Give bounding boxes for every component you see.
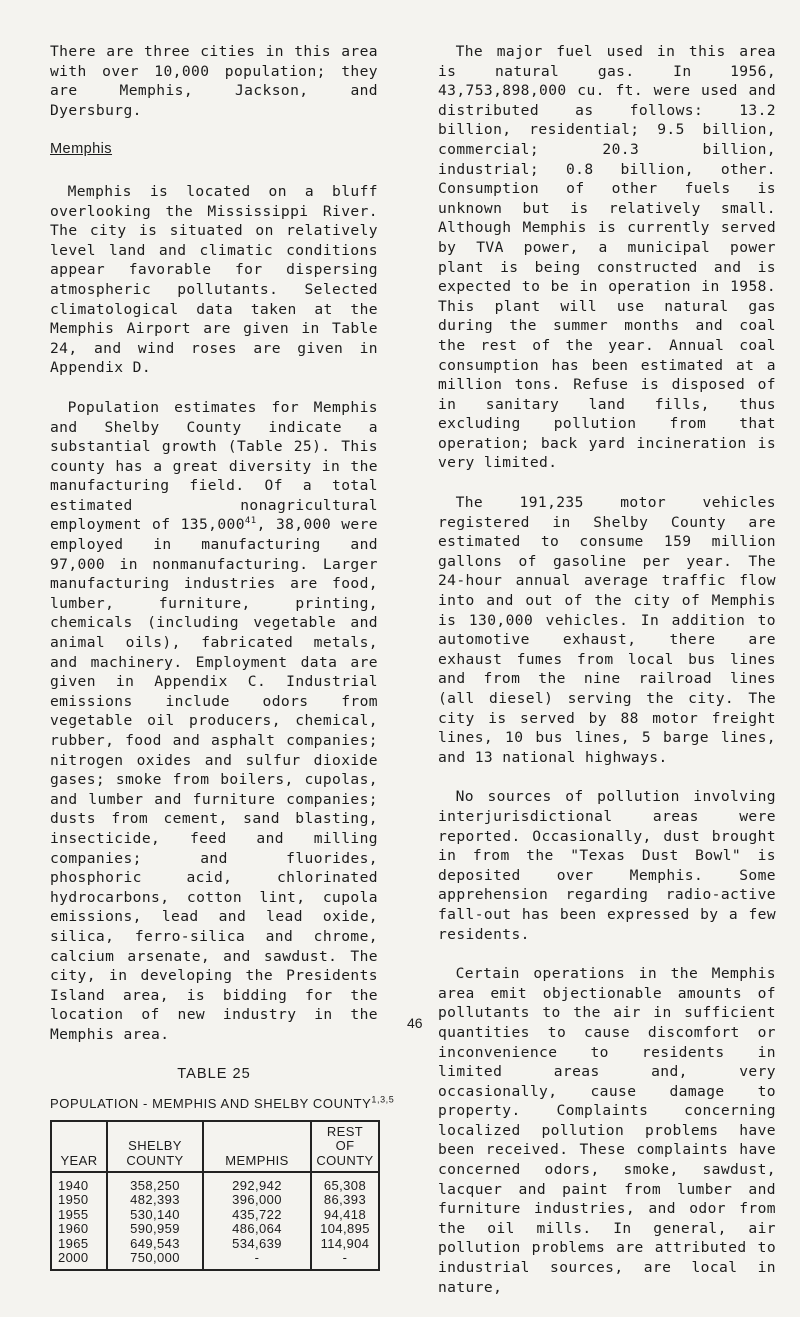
cell-year: 1950: [51, 1193, 107, 1207]
cell-memphis: 435,722: [203, 1208, 311, 1222]
cell-shelby: 590,959: [107, 1222, 203, 1236]
cell-memphis: -: [203, 1251, 311, 1270]
paragraph-population-text-a: Population estimates for Memphis and Shelby County indicate a substantial growth (Table 25). This county has a great diversity in the manufacturing field. Of a total estimated nonagricultural employment of 135,000: [50, 398, 378, 534]
intro-paragraph: There are three cities in this area with over 10,000 population; they are Memphis, Jackson, and Dyersburg.: [50, 43, 378, 119]
population-table: [50, 1120, 380, 1272]
cell-rest: 65,308: [311, 1172, 379, 1193]
paragraph-interjurisdictional: No sources of pollution involving interjurisdictional areas were reported. Occasionally, dust brought in from the "Texas Dust Bowl" is deposited over Memphis. Some apprehension regarding radio-active fall-out has been expressed by a few residents.: [438, 788, 776, 943]
cell-rest: 94,418: [311, 1208, 379, 1222]
right-column: [438, 42, 776, 1317]
cell-year: 1940: [51, 1172, 107, 1193]
header-memphis: MEMPHIS: [203, 1121, 311, 1172]
paragraph-location: Memphis is located on a bluff overlooking the Mississippi River. The city is situated on relatively level land and climatic conditions appear favorable for dispersing atmospheric pollutants. Selected climatological data taken at the Memphis Airport are given in Table 24, and wind roses are given in Appendix D.: [50, 182, 378, 377]
cell-memphis: 396,000: [203, 1193, 311, 1207]
table-row: [51, 1193, 379, 1207]
cell-year: 2000: [51, 1251, 107, 1270]
paragraph-population: [50, 398, 378, 1045]
cell-shelby: 530,140: [107, 1208, 203, 1222]
cell-memphis: 534,639: [203, 1237, 311, 1251]
cell-shelby: 649,543: [107, 1237, 203, 1251]
cell-year: 1955: [51, 1208, 107, 1222]
header-shelby-county: SHELBY COUNTY: [107, 1121, 203, 1172]
paragraph-operations: Certain operations in the Memphis area emit objectionable amounts of pollutants to the air in sufficient quantities to cause discomfort or inconvenience to residents in limited areas and, very occasionally, cause damage to property. Complaints concerning localized pollution problems have been received. These complaints have concerned odors, smoke, sawdust, lacquer and paint from lumber and furniture industries, and odor from the oil mills. In general, air pollution problems are attributed to industrial sources, are local in nature,: [438, 965, 776, 1296]
table-header-row: [51, 1121, 379, 1172]
cell-shelby: 750,000: [107, 1251, 203, 1270]
cell-shelby: 482,393: [107, 1193, 203, 1207]
paragraph-fuel: The major fuel used in this area is natural gas. In 1956, 43,753,898,000 cu. ft. were used and distributed as follows: 13.2 billion, residential; 9.5 billion, commercial; 20.3 billion, industrial; 0.8 billion, other. Consumption of other fuels is unknown but is relatively small. Although Memphis is currently served by TVA power, a municipal power plant is being constructed and is expected to be in operation in 1958. This plant will use natural gas during the summer months and coal the rest of the year. Annual coal consumption has been estimated at a million tons. Refuse is disposed of in sanitary land fills, thus excluding pollution from that operation; back yard incineration is very limited.: [438, 43, 776, 472]
cell-rest: 114,904: [311, 1237, 379, 1251]
table-caption-footnotes: 1,3,5: [371, 1094, 395, 1105]
page-number: 46: [407, 1015, 423, 1031]
cell-shelby: 358,250: [107, 1172, 203, 1193]
table-row: [51, 1222, 379, 1236]
table-row: [51, 1172, 379, 1193]
cell-rest: 86,393: [311, 1193, 379, 1207]
table-title: TABLE 25: [177, 1065, 251, 1082]
table-row: [51, 1208, 379, 1222]
left-column: [50, 42, 395, 1271]
table-caption-text: POPULATION - MEMPHIS AND SHELBY COUNTY: [50, 1096, 372, 1112]
paragraph-vehicles: The 191,235 motor vehicles registered in Shelby County are estimated to consume 159 million gallons of gasoline per year. The 24-hour annual average traffic flow into and out of the city of Memphis is 130,000 vehicles. In addition to automotive exhaust, there are exhaust fumes from local bus lines and from the nine railroad lines (all diesel) serving the city. The city is served by 88 motor freight lines, 10 bus lines, 5 barge lines, and 13 national highways.: [438, 494, 776, 766]
header-year: YEAR: [51, 1121, 107, 1172]
section-heading-memphis: Memphis: [50, 141, 113, 158]
table-caption: [50, 1094, 395, 1114]
cell-year: 1960: [51, 1222, 107, 1236]
cell-rest: -: [311, 1251, 379, 1270]
footnote-ref-41: 41: [244, 516, 257, 527]
cell-year: 1965: [51, 1237, 107, 1251]
header-rest-of-county: REST OF COUNTY: [311, 1121, 379, 1172]
cell-memphis: 486,064: [203, 1222, 311, 1236]
table-row: [51, 1251, 379, 1270]
cell-memphis: 292,942: [203, 1172, 311, 1193]
paragraph-population-text-b: , 38,000 were employed in manufacturing and 97,000 in nonmanufacturing. Larger manufacturing industries are food, lumber, furniture, printing, chemicals (including vegetable and animal oils), fabricated metals, and machinery. Employment data are given in Appendix C. Industrial emissions include odors from vegetable oil producers, chemical, rubber, food and asphalt companies; nitrogen oxides and sulfur dioxide gases; smoke from boilers, cupolas, and lumber and furniture companies; dusts from cement, sand blasting, insecticide, feed and milling companies; and fluorides, phosphoric acid, chlorinated hydrocarbons, cotton lint, cupola emissions, lead and lead oxide, silica, ferro-silica and chrome, calcium arsenate, and sawdust. The city, in developing the Presidents Island area, is bidding for the location of new industry in the Memphis area.: [50, 516, 378, 1043]
cell-rest: 104,895: [311, 1222, 379, 1236]
table-row: [51, 1237, 379, 1251]
